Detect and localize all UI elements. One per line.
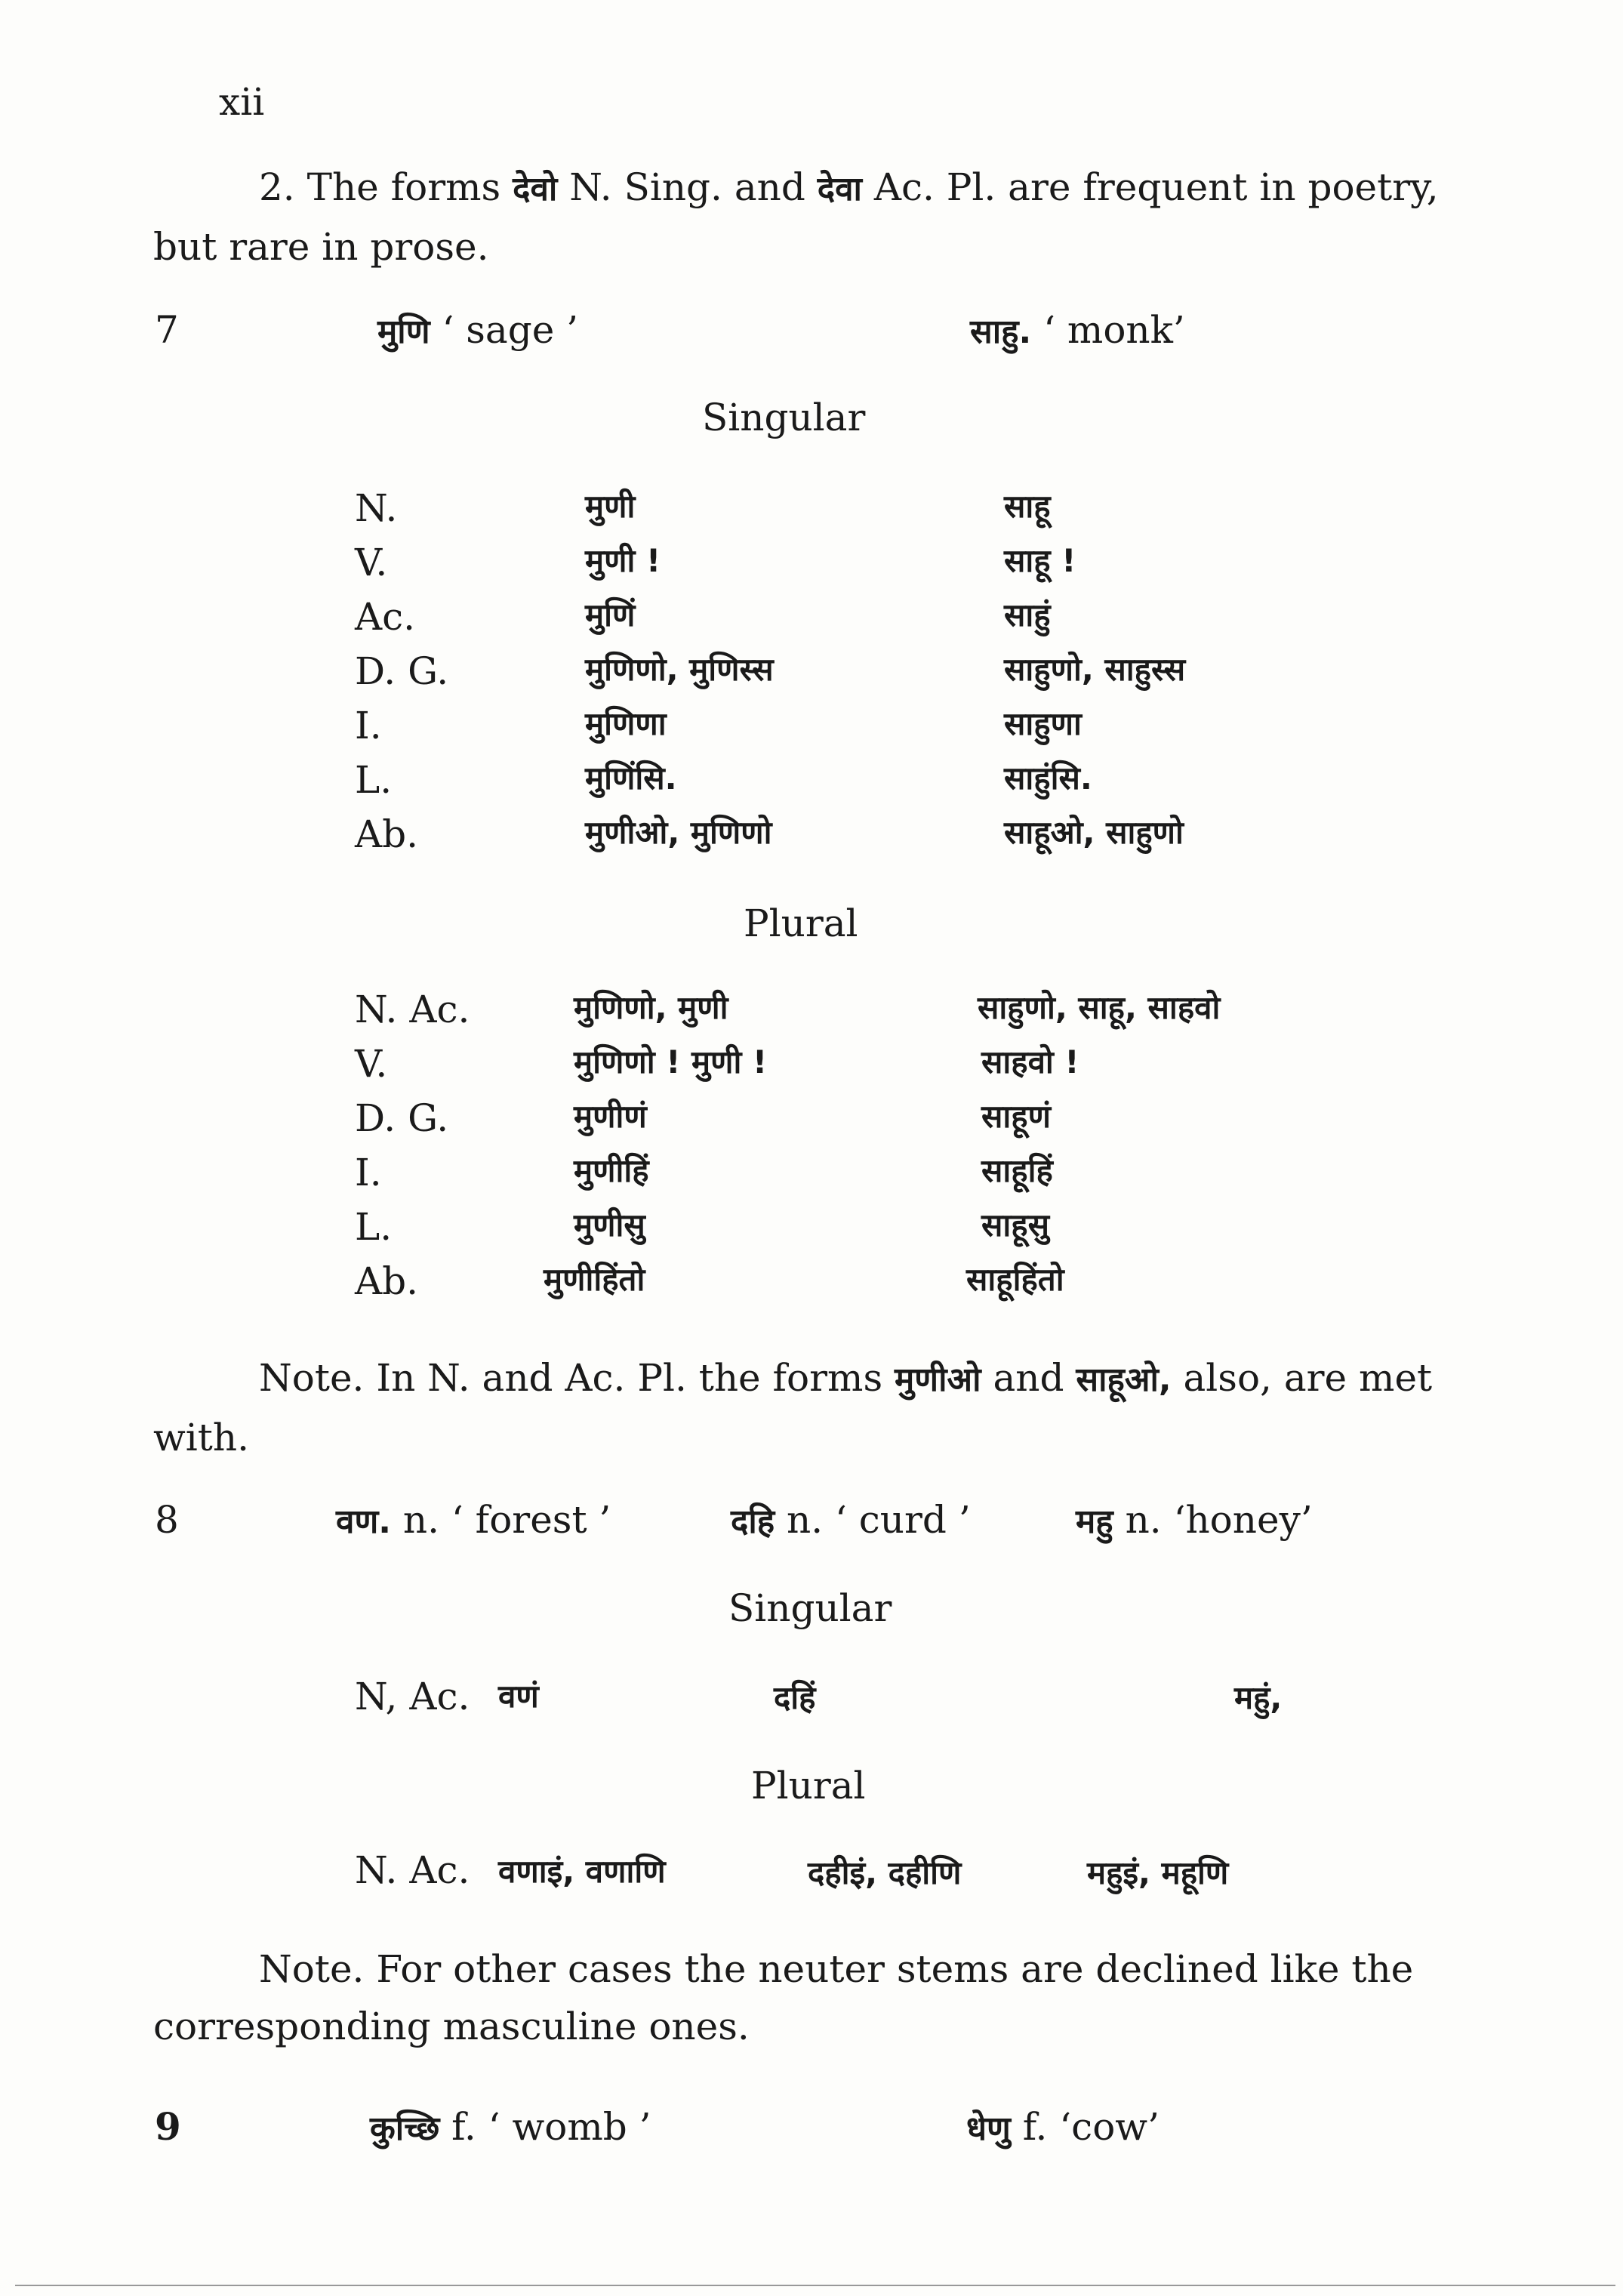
form-muni: मुणीहिंतो (544, 1261, 645, 1298)
section-7-number: 7 (155, 308, 179, 352)
form-sahu: साहुणो, साहू, साहवो (978, 989, 1221, 1026)
form-muni: मुणिंसि. (585, 760, 677, 797)
note-devanagari-1: मुणीओ (895, 1361, 981, 1399)
section-8-note (153, 1940, 1452, 2055)
form-dahi: दहिं (774, 1679, 816, 1716)
section-8-word-3 (1076, 1498, 1313, 1542)
para2-devanagari-1: देवो (513, 170, 558, 208)
form-muni: मुणी ! (585, 542, 661, 579)
form-sahu: साहू (1004, 488, 1051, 525)
form-sahu: साहूहिं (981, 1152, 1053, 1189)
case-label: L. (355, 758, 393, 802)
form-muni: मुणीहिं (574, 1152, 649, 1189)
case-label: Ab. (355, 812, 419, 856)
form-muni: मुणीसु (574, 1207, 645, 1244)
section-7-note (153, 1349, 1452, 1466)
case-label: I. (355, 1151, 382, 1194)
form-sahu: साहुणो, साहुस्स (1004, 651, 1186, 688)
section-8-word-2 (731, 1498, 971, 1542)
section-9-word-2 (966, 2105, 1160, 2149)
section-8-singular-heading: Singular (728, 1586, 892, 1630)
form-sahu: साहुंसि. (1004, 760, 1092, 797)
word-muni: मुणि (377, 313, 430, 351)
gloss-sage: ‘ sage ’ (442, 308, 579, 352)
para2-text-1: 2. The forms (259, 165, 513, 209)
gloss-monk: ‘ monk’ (1043, 308, 1185, 352)
word-vana: वण. (336, 1502, 391, 1541)
form-mahu: महुइं, महूणि (1087, 1854, 1229, 1891)
note-text: Note. For other cases the neuter stems are declined like the corresponding masculine ones. (153, 1947, 1414, 2048)
case-label: V. (355, 1042, 388, 1086)
gloss-curd: n. ‘ curd ’ (787, 1498, 971, 1542)
note-text-1: Note. In N. and Ac. Pl. the forms (259, 1356, 895, 1400)
form-mahu: महुं, (1234, 1679, 1283, 1716)
form-muni: मुणिणो, मुणिस्स (585, 651, 774, 688)
para2-devanagari-2: देवा (817, 170, 862, 208)
form-vana: वणाइं, वणाणि (498, 1853, 666, 1890)
form-sahu: साहूणं (981, 1098, 1051, 1135)
section-7-word-1 (377, 308, 579, 352)
form-sahu: साहुणा (1004, 705, 1082, 742)
gloss-forest: n. ‘ forest ’ (402, 1498, 611, 1542)
form-sahu: साहवो ! (981, 1043, 1079, 1080)
word-dahi: दहि (731, 1502, 775, 1541)
word-kucchi: कुच्छि (370, 2110, 440, 2148)
form-muni: मुणी (585, 488, 636, 525)
section-8-number: 8 (155, 1498, 179, 1542)
case-label: Ab. (355, 1259, 419, 1303)
form-muni: मुणिं (585, 596, 636, 633)
section-7-word-2 (970, 308, 1185, 352)
form-sahu: साहूसु (981, 1207, 1049, 1244)
form-vana: वणं (498, 1678, 539, 1715)
section-9-word-1 (370, 2105, 651, 2149)
case-label: I. (355, 704, 382, 747)
section-9-number: 9 (155, 2104, 181, 2149)
case-label: N. Ac. (355, 1848, 470, 1892)
form-muni: मुणिणो ! मुणी ! (574, 1043, 768, 1080)
paragraph-2 (153, 159, 1452, 276)
form-sahu: साहूहिंतो (966, 1261, 1064, 1298)
section-8-plural-heading: Plural (751, 1764, 866, 1808)
case-label: L. (355, 1205, 393, 1249)
word-mahu: महु (1076, 1502, 1113, 1541)
word-dhenu: धेणु (966, 2110, 1011, 2148)
word-sahu: साहु. (970, 313, 1032, 351)
case-label: D. G. (355, 649, 449, 693)
case-label: D. G. (355, 1096, 449, 1140)
form-muni: मुणीओ, मुणिणो (585, 814, 772, 851)
section-7-plural-heading: Plural (744, 901, 858, 945)
note-text-3: also, are met with. (153, 1356, 1433, 1459)
gloss-cow: f. ‘cow’ (1022, 2105, 1160, 2149)
case-label: N. (355, 486, 398, 530)
note-text-2: and (981, 1356, 1076, 1400)
para2-text-2: N. Sing. and (557, 165, 818, 209)
case-label: V. (355, 541, 388, 584)
case-label: N. Ac. (355, 988, 470, 1031)
case-label: N, Ac. (355, 1675, 470, 1718)
form-sahu: साहूओ, साहुणो (1004, 814, 1184, 851)
section-7-singular-heading: Singular (702, 396, 866, 439)
gloss-honey: n. ‘honey’ (1125, 1498, 1313, 1542)
section-8-word-1 (336, 1498, 611, 1542)
form-muni: मुणीणं (574, 1098, 647, 1135)
form-dahi: दहीइं, दहीणि (808, 1854, 962, 1891)
gloss-womb: f. ‘ womb ’ (451, 2105, 651, 2149)
form-muni: मुणिणा (585, 705, 667, 742)
form-muni: मुणिणो, मुणी (574, 989, 728, 1026)
para2-text-3: Ac. Pl. are frequent in poetry, but rare in prose. (153, 165, 1439, 269)
page-number: xii (219, 80, 265, 124)
note-devanagari-2: साहूओ, (1076, 1361, 1172, 1399)
page-bottom-edge (15, 2285, 1615, 2286)
case-label: Ac. (355, 595, 416, 639)
form-sahu: साहुं (1004, 596, 1051, 633)
form-sahu: साहू ! (1004, 542, 1076, 579)
